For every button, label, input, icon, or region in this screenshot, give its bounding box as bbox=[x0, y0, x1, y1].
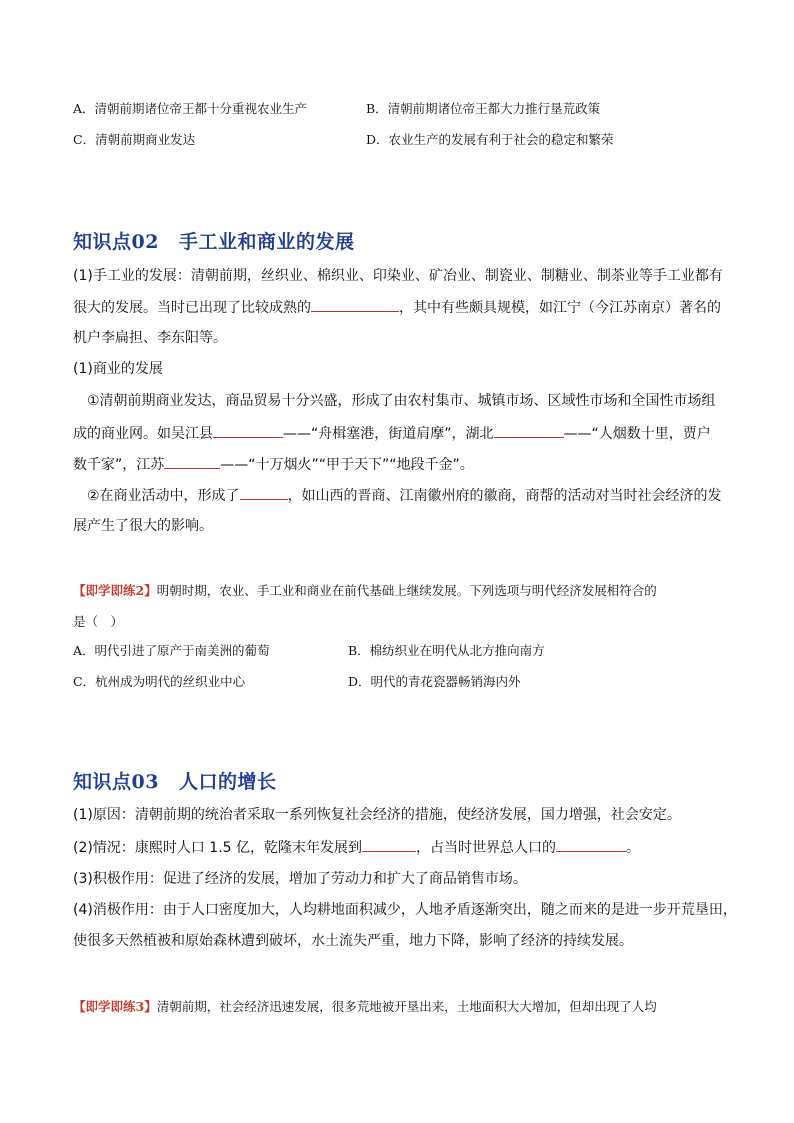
option-b[interactable]: B．清朝前期诸位帝王都大力推行垦荒政策 bbox=[366, 101, 601, 116]
option-a[interactable]: A．清朝前期诸位帝王都十分重视农业生产 bbox=[73, 101, 308, 116]
practice-question-2 bbox=[73, 581, 657, 599]
fill-blank[interactable] bbox=[213, 425, 283, 438]
section-heading-02 bbox=[73, 227, 354, 254]
practice-tag: 【即学即练3】 bbox=[73, 999, 157, 1014]
paragraph-line bbox=[73, 839, 725, 856]
paragraph-line bbox=[87, 487, 739, 504]
fill-blank[interactable] bbox=[164, 456, 220, 469]
section-number: 知识点02 bbox=[73, 231, 159, 253]
text-run: ，占当时世界总人口的 bbox=[416, 840, 556, 856]
question-stem-cont: 是（ ） bbox=[73, 614, 124, 629]
paragraph-line: (1)商业的发展 bbox=[73, 361, 163, 377]
question-stem: 明朝时期，农业、手工业和商业在前代基础上继续发展。下列选项与明代经济发展相符合的 bbox=[156, 583, 657, 598]
section-heading-03 bbox=[73, 767, 276, 794]
option-b[interactable]: B．棉纺织业在明代从北方推向南方 bbox=[348, 643, 545, 658]
fill-blank[interactable] bbox=[311, 299, 399, 312]
paragraph-line bbox=[73, 425, 725, 442]
option-d[interactable]: D．明代的青花瓷器畅销海内外 bbox=[348, 674, 521, 689]
text-run: ，其中有些颇具规模，如江宁（今江苏南京）著名的 bbox=[399, 300, 721, 316]
text-run: (2)情况：康熙时人口 1.5 亿，乾隆末年发展到 bbox=[73, 840, 362, 856]
paragraph-line bbox=[73, 456, 725, 473]
paragraph-line: (1)原因：清朝前期的统治者采取一系列恢复社会经济的措施，使经济发展，国力增强，社会安定。 bbox=[73, 807, 681, 823]
paragraph-line: (3)积极作用：促进了经济的发展，增加了劳动力和扩大了商品销售市场。 bbox=[73, 871, 527, 887]
section-number: 知识点03 bbox=[73, 771, 159, 793]
option-a[interactable]: A．明代引进了原产于南美洲的葡萄 bbox=[73, 643, 270, 658]
text-run: ——“舟楫塞港，街道肩摩”，湖北 bbox=[283, 426, 494, 442]
fill-blank[interactable] bbox=[556, 839, 626, 852]
text-run: ，如山西的晋商、江南徽州府的徽商，商帮的活动对当时社会经济的发 bbox=[287, 488, 722, 504]
text-run: 。 bbox=[626, 840, 640, 856]
paragraph-line: 机户李扁担、李东阳等。 bbox=[73, 330, 227, 346]
text-run: 数千家”，江苏 bbox=[73, 457, 165, 473]
text-run: 很大的发展。当时已出现了比较成熟的 bbox=[73, 300, 311, 316]
practice-tag: 【即学即练2】 bbox=[73, 583, 157, 598]
paragraph-line bbox=[73, 299, 725, 316]
paragraph-line: 使很多天然植被和原始森林遭到破坏，水土流失严重，地力下降，影响了经济的持续发展。 bbox=[73, 933, 633, 949]
fill-blank[interactable] bbox=[240, 487, 288, 500]
paragraph-line: ①清朝前期商业发达，商品贸易十分兴盛，形成了由农村集市、城镇市场、区域性市场和全国性市场组 bbox=[87, 393, 716, 409]
text-run: ——“十万烟火”“甲于天下”“地段千金”。 bbox=[220, 457, 474, 473]
fill-blank[interactable] bbox=[494, 425, 564, 438]
paragraph-line: 展产生了很大的影响。 bbox=[73, 518, 213, 534]
paragraph-line: (4)消极作用：由于人口密度加大，人均耕地面积减少，人地矛盾逐渐突出，随之而来的是进一步开荒垦田， bbox=[73, 902, 737, 918]
option-d[interactable]: D．农业生产的发展有利于社会的稳定和繁荣 bbox=[366, 132, 614, 147]
text-run: ——“人烟数十里，贾户 bbox=[563, 426, 711, 442]
paragraph-line: (1)手工业的发展：清朝前期，丝织业、棉织业、印染业、矿冶业、制瓷业、制糖业、制茶业等手工业都有 bbox=[73, 268, 723, 284]
practice-question-3 bbox=[73, 997, 657, 1015]
question-stem: 清朝前期，社会经济迅速发展，很多荒地被开垦出来，土地面积大大增加，但却出现了人均 bbox=[156, 999, 657, 1014]
section-title: 手工业和商业的发展 bbox=[178, 231, 355, 253]
option-c[interactable]: C．清朝前期商业发达 bbox=[73, 132, 196, 147]
section-title: 人口的增长 bbox=[178, 771, 277, 793]
option-c[interactable]: C．杭州成为明代的丝织业中心 bbox=[73, 674, 246, 689]
text-run: ②在商业活动中，形成了 bbox=[87, 488, 240, 504]
text-run: 成的商业网。如吴江县 bbox=[73, 426, 213, 442]
fill-blank[interactable] bbox=[362, 839, 416, 852]
